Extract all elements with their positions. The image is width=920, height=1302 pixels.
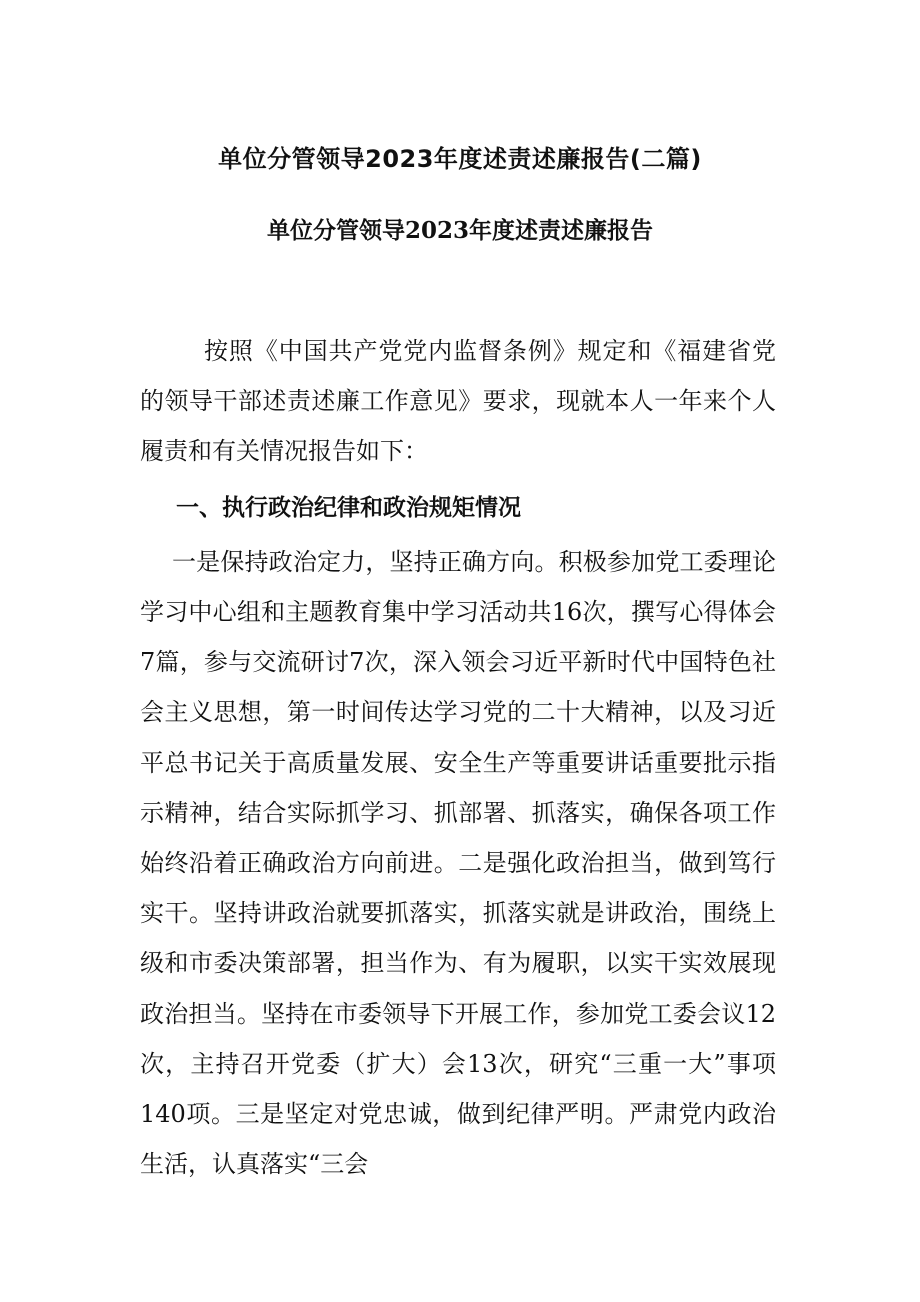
document-body: [140, 326, 776, 1189]
document-title: 单位分管领导2023年度述责述廉报告(二篇): [218, 145, 702, 173]
section-heading: 一、执行政治纪律和政治规矩情况: [176, 494, 521, 521]
body-paragraph: 一是保持政治定力，坚持正确方向。积极参加党工委理论学习中心组和主题教育集中学习活动共16次，撰写心得体会7篇，参与交流研讨7次，深入领会习近平新时代中国特色社会主义思想，第一时间传达学习党的二十大精神，以及习近平总书记关于高质量发展、安全生产等重要讲话重要批示指示精神，结合实际抓学习、抓部署、抓落实，确保各项工作始终沿着正确政治方向前进。二是强化政治担当，做到笃行实干。坚持讲政治就要抓落实，抓落实就是讲政治，围绕上级和市委决策部署，担当作为、有为履职，以实干实效展现政治担当。坚持在市委领导下开展工作，参加党工委会议12次，主持召开党委（扩大）会13次，研究“三重一大”事项140项。三是坚定对党忠诚，做到纪律严明。严肃党内政治生活，认真落实“三会: [140, 547, 776, 1179]
intro-paragraph: 按照《中国共产党党内监督条例》规定和《福建省党的领导干部述责述廉工作意见》要求，现就本人一年来个人履责和有关情况报告如下：: [140, 337, 776, 466]
document-subtitle: 单位分管领导2023年度述责述廉报告: [266, 217, 653, 244]
